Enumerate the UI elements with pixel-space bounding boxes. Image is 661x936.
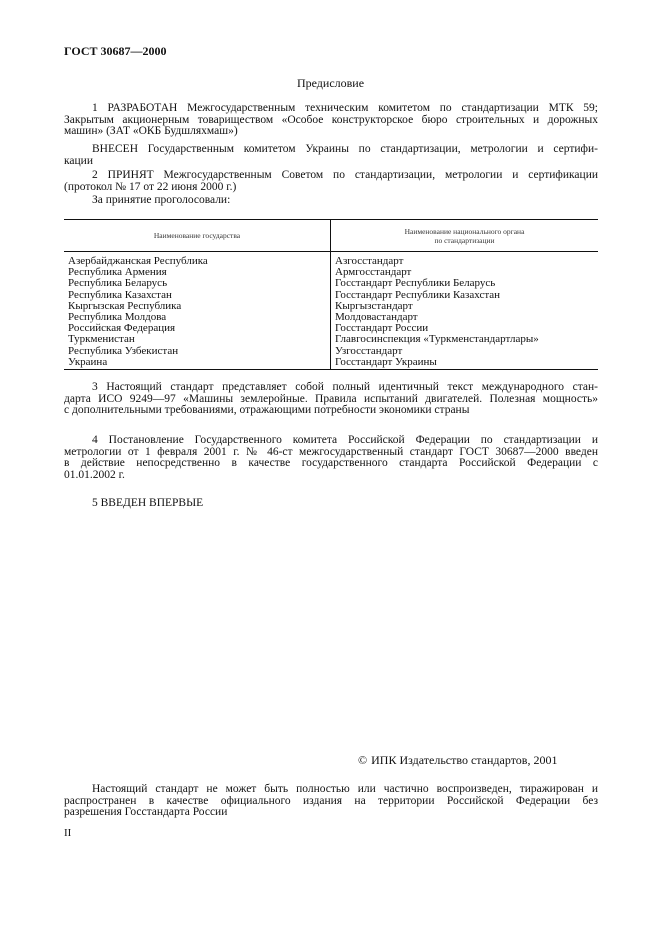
state-cell: Российская Федерация	[64, 323, 331, 334]
body-cell: Азгосстандарт	[335, 255, 404, 267]
text-line: 5 ВВЕДЕН ВПЕРВЫЕ	[92, 497, 204, 509]
paragraph-identical-text	[64, 382, 598, 417]
body-cell: Госстандарт России	[335, 322, 429, 335]
body-cell: Узгосстандарт	[335, 344, 403, 357]
body-cell: Госстандарт Республики Казахстан	[335, 288, 501, 301]
state-cell: Украина	[64, 357, 331, 370]
text-line: в действие непосредственно в качестве государственного стандарта Российской Федерации с	[64, 457, 598, 469]
page-number: II	[64, 827, 72, 839]
text-line: с дополнительными требованиями, отражающими потребности экономики страны	[64, 404, 470, 416]
copyright-line	[358, 755, 557, 767]
table-row	[64, 357, 598, 370]
state-cell: Республика Молдова	[64, 312, 331, 323]
table-row	[64, 334, 598, 345]
body-cell: Главгосинспекция «Туркменстандартлары»	[335, 333, 539, 346]
state-cell: Республика Казахстан	[64, 290, 331, 301]
paragraph-resolution	[64, 435, 598, 481]
state-cell: Туркменистан	[64, 334, 331, 345]
paragraph-adopted	[64, 170, 598, 193]
table-row	[64, 278, 598, 289]
text-line: кации	[64, 154, 93, 167]
body-cell: Госстандарт Республики Беларусь	[335, 277, 496, 290]
standard-header: ГОСТ 30687—2000	[64, 44, 167, 58]
page-title: Предисловие	[296, 76, 365, 90]
text-line: разрешения Госстандарта России	[64, 806, 228, 818]
paragraph-reproduction-notice	[64, 784, 598, 819]
text-line: Закрытым акционерным товариществом «Особое конструкторское бюро строительных и дорожных	[64, 113, 598, 126]
state-cell: Кыргызская Республика	[64, 301, 331, 312]
column-header-body	[331, 220, 599, 252]
text-line: 1 РАЗРАБОТАН Межгосударственным техническим комитетом по стандартизации МТК 59;	[92, 102, 598, 114]
state-cell: Азербайджанская Республика	[64, 252, 331, 268]
state-cell: Республика Беларусь	[64, 278, 331, 289]
state-cell: Республика Узбекистан	[64, 346, 331, 357]
text-line: 2 ПРИНЯТ Межгосударственным Советом по стандартизации, метрологии и сертификации	[92, 169, 598, 181]
text-line: 3 Настоящий стандарт представляет собой полный идентичный текст международного стан-	[92, 381, 598, 393]
body-cell: Армгосстандарт	[335, 266, 412, 279]
column-header-body-line: по стандартизации	[434, 235, 495, 245]
text-line: 01.01.2002 г.	[64, 468, 125, 481]
copyright-text: ИПК Издательство стандартов, 2001	[371, 753, 558, 767]
text-line: метрологии от 1 февраля 2001 г. № 46-ст межгосударственный стандарт ГОСТ 30687—2000 введен	[64, 445, 598, 458]
text-line: ВНЕСЕН Государственным комитетом Украины по стандартизации, метрологии и сертифи-	[92, 143, 598, 155]
paragraph-introduced	[64, 144, 598, 167]
table-row	[64, 346, 598, 357]
paragraph-developed	[64, 103, 598, 138]
body-cell: Молдовастандарт	[335, 311, 418, 324]
table-header-row	[64, 220, 598, 252]
body-cell: Госстандарт Украины	[331, 357, 599, 370]
column-header-body-line: Наименование национального органа	[404, 226, 525, 236]
table-row	[64, 252, 598, 268]
copyright-symbol: ©	[358, 753, 368, 767]
paragraph-first-introduced	[64, 498, 598, 510]
states-table	[64, 219, 598, 370]
text-line: машин» (ЗАТ «ОКБ Будшляхмаш»)	[64, 125, 238, 137]
text-line: распространен в качестве официального издания на территории Российской Федерации без	[64, 794, 598, 807]
text-line: Настоящий стандарт не может быть полностью или частично воспроизведен, тиражирован и	[92, 783, 598, 795]
text-line: 4 Постановление Государственного комитета Российской Федерации по стандартизации и	[92, 434, 598, 446]
column-header-state: Наименование государства	[64, 220, 331, 252]
text-line: (протокол № 17 от 22 июня 2000 г.)	[64, 180, 237, 193]
body-cell: Кыргызстандарт	[335, 299, 413, 312]
vote-label: За принятие проголосовали:	[92, 194, 231, 206]
state-cell: Республика Армения	[64, 267, 331, 278]
text-line: дарта ИСО 9249—97 «Машины землеройные. Правила испытаний двигателей. Полезная мощность»	[64, 392, 598, 405]
